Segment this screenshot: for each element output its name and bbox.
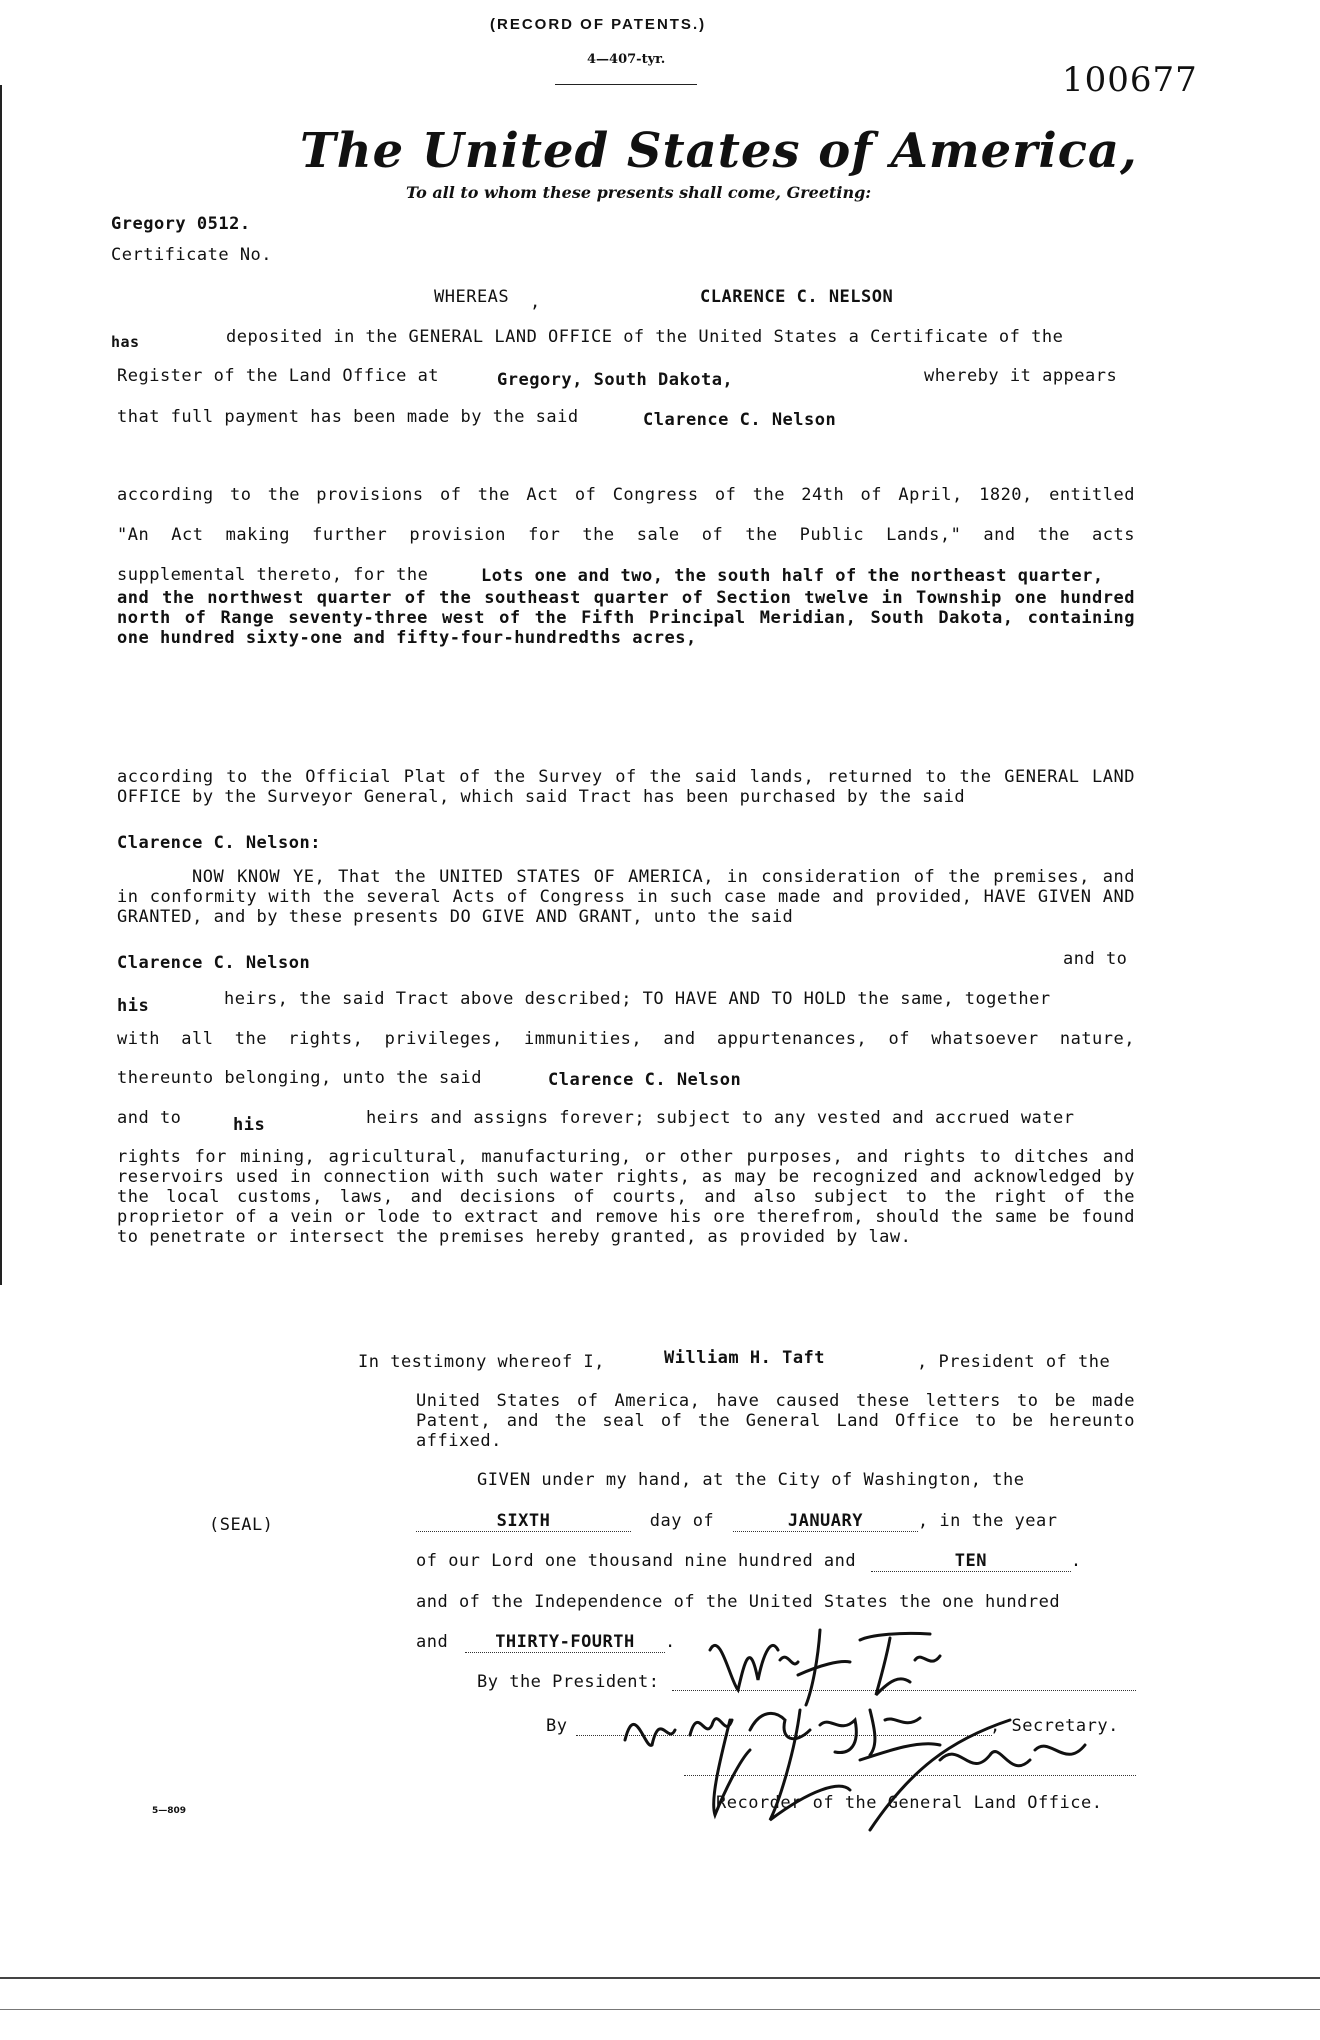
independence-year-value: THIRTY-FOURTH [465, 1632, 665, 1653]
by-label: By [546, 1716, 568, 1736]
secretary-label: , Secretary. [990, 1716, 1119, 1736]
bottom-scan-line [0, 1977, 1320, 1979]
patentee-name-caps: CLARENCE C. NELSON [700, 287, 894, 307]
independence-year-line [416, 1632, 676, 1653]
purchaser-name: Clarence C. Nelson: [117, 833, 321, 853]
rights-line: with all the rights, privileges, immunities, and appurtenances, of whatsoever nature, [117, 1029, 1135, 1049]
month-value: JANUARY [733, 1511, 918, 1532]
year-end: . [1070, 1551, 1082, 1571]
greeting: To all to whom these presents shall come, Greeting: [406, 183, 872, 202]
and-to-2: and to [117, 1108, 182, 1128]
grantee-name-2: Clarence C. Nelson [548, 1070, 742, 1090]
independence-year-end: . [664, 1632, 676, 1652]
payment-line: that full payment has been made by the said [117, 407, 579, 427]
recorder-signature [690, 1700, 1110, 1840]
date-line [416, 1511, 1057, 1532]
know-ye-paragraph: NOW KNOW YE, That the UNITED STATES OF AMERICA, in consideration of the premises, and in conformity with the several Acts of Congress in such case made and provided, HAVE GIVEN AND GRANTED, and by these presents DO GIVE AND GRANT, unto the said [117, 867, 1135, 927]
heirs-line: heirs, the said Tract above described; TO HAVE AND TO HOLD the same, together [224, 989, 1051, 1009]
header-rule [555, 84, 697, 85]
assigns-line: heirs and assigns forever; subject to any vested and accrued water [366, 1108, 1075, 1128]
document-title: The United States of America, [300, 123, 1138, 179]
seal-label: (SEAL) [209, 1515, 274, 1535]
water-rights-paragraph: rights for mining, agricultural, manufacturing, or other purposes, and rights to ditches and reservoirs used in connection with such water rights, as may be recognized and acknowledged by the local customs, laws, and decisions of courts, and also subject to the right of the proprietor of a vein or lode to extract and remove his ore therefrom, should the same be found to penetrate or intersect the premises hereby granted, as provided by law. [117, 1147, 1135, 1247]
patent-number: 100677 [1062, 60, 1198, 100]
year-value: TEN [871, 1551, 1071, 1572]
act-line-1: according to the provisions of the Act of Congress of the 24th of April, 1820, entitled [117, 485, 1135, 505]
caused-paragraph: United States of America, have caused these letters to be made Patent, and the seal of the General Land Office to be hereunto affixed. [416, 1391, 1135, 1451]
day-value: SIXTH [416, 1511, 631, 1532]
president-suffix: , President of the [917, 1352, 1111, 1372]
bottom-scan-line-2 [0, 2009, 1320, 2010]
belonging-line: thereunto belonging, unto the said [117, 1068, 482, 1088]
certificate-number-label: Certificate No. [111, 245, 273, 265]
record-label: (RECORD OF PATENTS.) [490, 16, 707, 33]
form-code: 4—407-tyr. [587, 52, 666, 67]
in-year-label: , in the year [917, 1511, 1058, 1531]
land-description-line-1: Lots one and two, the south half of the northeast quarter, [481, 566, 1104, 586]
and-to-1: and to [1063, 949, 1128, 969]
margin-form-code: 5—809 [152, 1806, 187, 1816]
independence-line: and of the Independence of the United States the one hundred [416, 1592, 1061, 1612]
day-of-label: day of [649, 1511, 715, 1531]
left-margin-line [0, 85, 2, 1285]
supplemental-text: supplemental thereto, for the [117, 565, 429, 585]
official-plat-paragraph: according to the Official Plat of the Survey of the said lands, returned to the GENERAL LAND OFFICE by the Surveyor General, which said Tract has been purchased by the said [117, 767, 1135, 807]
by-the-president-label: By the President: [477, 1672, 660, 1692]
has-word: has [111, 333, 140, 351]
his-1: his [117, 996, 150, 1016]
land-description: and the northwest quarter of the southeast quarter of Section twelve in Township one hundred north of Range seventy-three west of the Fifth Principal Meridian, South Dakota, containing one hundred sixty-one and fifty-four-hundredths acres, [117, 588, 1135, 648]
register-line: Register of the Land Office at [117, 366, 440, 386]
whereas-comma: , [530, 292, 541, 312]
deposited-line: deposited in the GENERAL LAND OFFICE of the United States a Certificate of the [226, 327, 1064, 347]
act-line-2: "An Act making further provision for the sale of the Public Lands," and the acts [117, 525, 1135, 545]
lord-line [416, 1551, 1082, 1572]
patentee-name: Clarence C. Nelson [643, 410, 837, 430]
president-name: William H. Taft [664, 1348, 826, 1368]
grantee-name: Clarence C. Nelson [117, 953, 311, 973]
office-reference: Gregory 0512. [111, 214, 251, 234]
testimony-intro: In testimony whereof I, [358, 1352, 605, 1372]
his-2: his [233, 1115, 266, 1135]
and-label: and [416, 1632, 449, 1652]
recorder-label: Recorder of the General Land Office. [716, 1793, 1103, 1813]
lord-text: of our Lord one thousand nine hundred and [416, 1551, 857, 1571]
whereby-text: whereby it appears [924, 366, 1118, 386]
given-line: GIVEN under my hand, at the City of Washington, the [477, 1470, 1025, 1490]
land-office-location: Gregory, South Dakota, [497, 370, 734, 390]
whereas-label: WHEREAS [434, 287, 510, 307]
